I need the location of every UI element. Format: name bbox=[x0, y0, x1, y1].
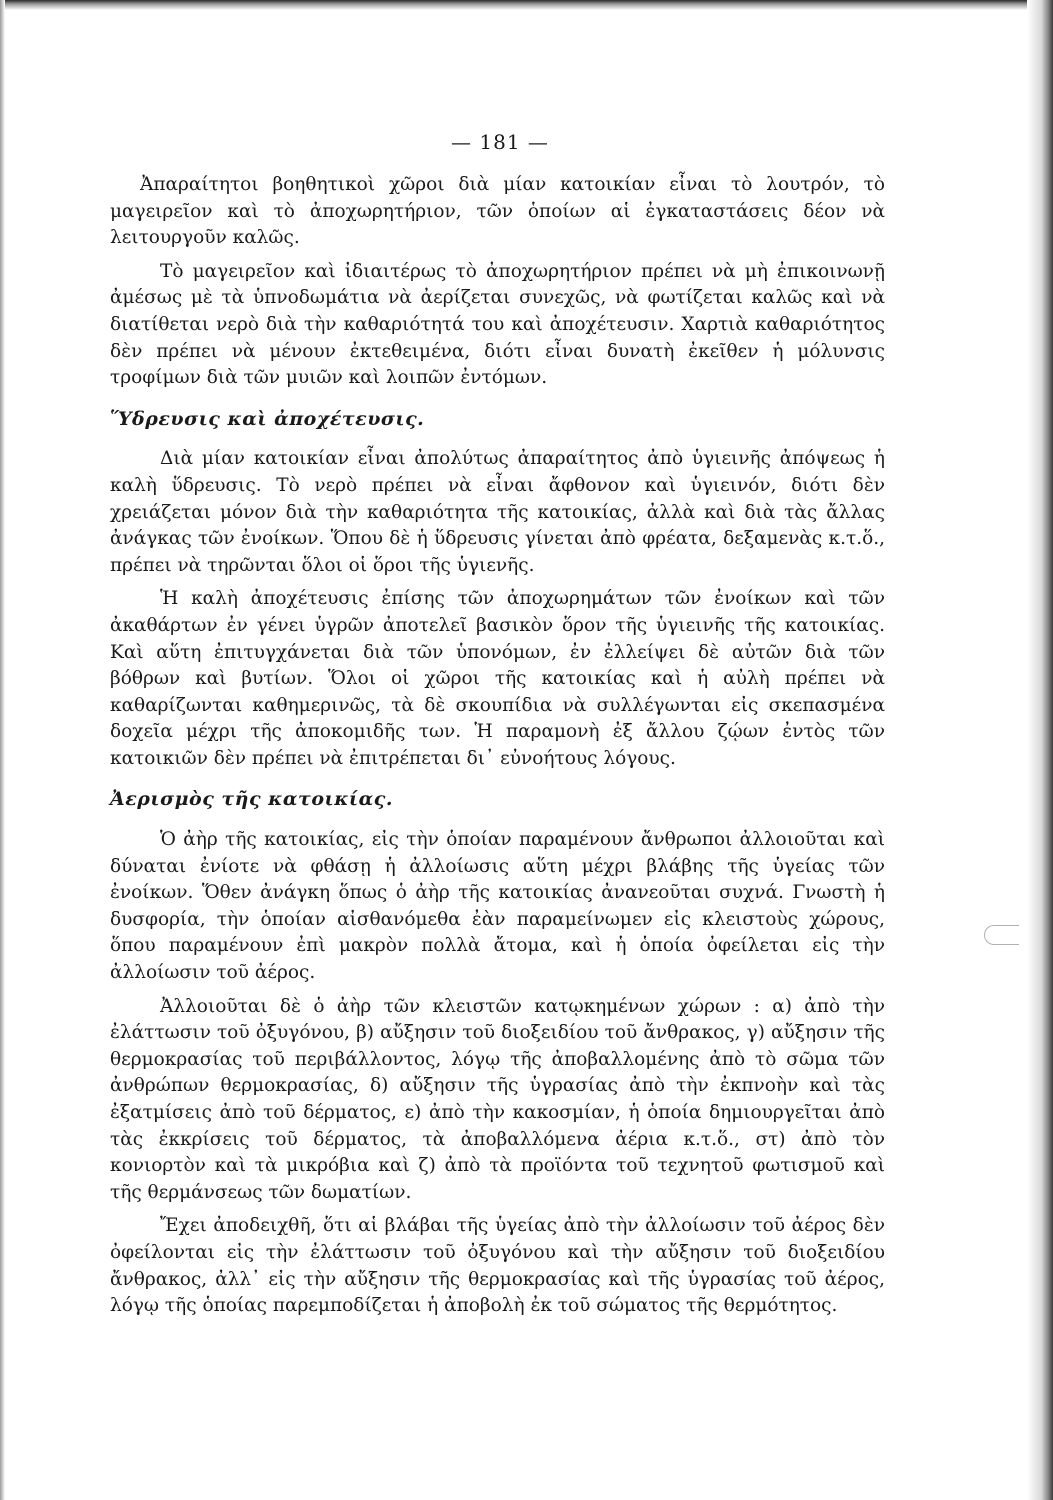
paragraph-ventilation-1: Ὁ ἀὴρ τῆς κατοικίας, εἰς τὴν ὁποίαν παραμένουν ἄνθρωποι ἀλλοιοῦται καὶ δύναται ἐνίοτε νὰ φθάσῃ ἡ ἀλλοίωσις αὕτη μέχρι βλάβης τῆς ὑγείας τῶν ἐνοίκων. Ὅθεν ἀνάγκη ὅπως ὁ ἀὴρ τῆς κατοικίας ἀνανεοῦται συχνά. Γνωστὴ ἡ δυσφορία, τὴν ὁποίαν αἰσθανόμεθα ἐὰν παραμείνωμεν εἰς κλειστοὺς χώρους, ὅπου παραμένουν ἐπὶ μακρὸν πολλὰ ἄτομα, καὶ ἡ ὁποία ὀφείλεται εἰς τὴν ἀλλοίωσιν τοῦ ἀέρος. bbox=[110, 829, 885, 984]
paragraph-ventilation-2: Ἀλλοιοῦται δὲ ὁ ἀὴρ τῶν κλειστῶν κατῳκημένων χώρων : α) ἀπὸ τὴν ἐλάττωσιν τοῦ ὀξυγόνου, β) αὔξησιν τοῦ διοξειδίου τοῦ ἄνθρακος, γ) αὔξησιν τῆς θερμοκρασίας τοῦ περιβάλλοντος, λόγῳ τῆς ἀποβαλλομένης ἀπὸ τὸ σῶμα τῶν ἀνθρώπων θερμοκρασίας, δ) αὔξησιν τῆς ὑγρασίας ἀπὸ τὴν ἐκπνοὴν καὶ τὰς ἐξατμίσεις ἀπὸ τοῦ δέρματος, ε) ἀπὸ τὴν κακοσμίαν, ἡ ὁποία δημιουργεῖται ἀπὸ τὰς ἐκκρίσεις τοῦ δέρματος, τὰ ἀποβαλλόμενα ἀέρια κ.τ.ὅ., στ) ἀπὸ τὸν κονιορτὸν καὶ τὰ μικρόβια καὶ ζ) ἀπὸ τὰ προϊόντα τοῦ τεχνητοῦ φωτισμοῦ καὶ τῆς θερμάνσεως τῶν δωματίων. bbox=[110, 995, 885, 1203]
paragraph-intro-1: Ἀπαραίτητοι βοηθητικοὶ χῶροι διὰ μίαν κατοικίαν εἶναι τὸ λουτρόν, τὸ μαγειρεῖον καὶ τὸ ἀποχωρητήριον, τῶν ὁποίων αἱ ἐγκαταστάσεις δέον νὰ λειτουργοῦν καλῶς. bbox=[110, 174, 885, 249]
section-heading-ventilation: Ἀερισμὸς τῆς κατοικίας. bbox=[110, 788, 393, 811]
paragraph-ventilation-3: Ἔχει ἀποδειχθῆ, ὅτι αἱ βλάβαι τῆς ὑγείας ἀπὸ τὴν ἀλλοίωσιν τοῦ ἀέρος δὲν ὀφείλονται εἰς τὴν ἐλάττωσιν τοῦ ὀξυγόνου καὶ τὴν αὔξησιν τοῦ διοξειδίου ἄνθρακος, ἀλλ᾿ εἰς τὴν αὔξησιν τῆς θερμοκρασίας καὶ τῆς ὑγρασίας τοῦ ἀέρος, λόγῳ τῆς ὁποίας παρεμποδίζεται ἡ ἀποβολὴ ἐκ τοῦ σώματος τῆς θερμότητος. bbox=[110, 1215, 885, 1317]
paragraph-water-2: Ἡ καλὴ ἀποχέτευσις ἐπίσης τῶν ἀποχωρημάτων τῶν ἐνοίκων καὶ τῶν ἀκαθάρτων ἐν γένει ὑγρῶν ἀποτελεῖ βασικὸν ὅρον τῆς ὑγιεινῆς τῆς κατοικίας. Καὶ αὕτη ἐπιτυγχάνεται διὰ τῶν ὑπονόμων, ἐν ἐλλείψει δὲ αὐτῶν διὰ τῶν βόθρων καὶ βυτίων. Ὅλοι οἱ χῶροι τῆς κατοικίας καὶ ἡ αὐλὴ πρέπει νὰ καθαρίζωνται καθημερινῶς, τὰ δὲ σκουπίδια νὰ συλλέγωνται εἰς σκεπασμένα δοχεῖα μέχρι τῆς ἀποκομιδῆς των. Ἡ παραμονὴ ἐξ ἄλλου ζῴων ἐντὸς τῶν κατοικιῶν δὲν πρέπει νὰ ἐπιτρέπεται δι᾿ εὐνοήτους λόγους. bbox=[110, 588, 885, 769]
page-body bbox=[110, 172, 885, 1327]
scan-edge-left bbox=[0, 0, 5, 1500]
section-heading-water: Ὕδρευσις καὶ ἀποχέτευσις. bbox=[110, 407, 425, 430]
paragraph-water-1: Διὰ μίαν κατοικίαν εἶναι ἀπολύτως ἀπαραίτητος ἀπὸ ὑγιεινῆς ἀπόψεως ἡ καλὴ ὕδρευσις. Τὸ νερὸ πρέπει νὰ εἶναι ἄφθονον καὶ ὑγιεινόν, διότι δὲν χρειάζεται μόνον διὰ τὴν καθαριότητα τῆς κατοικίας, ἀλλὰ καὶ διὰ τὰς ἄλλας ἀνάγκας τῶν ἐνοίκων. Ὅπου δὲ ἡ ὕδρευσις γίνεται ἀπὸ φρέατα, δεξαμενὰς κ.τ.ὅ., πρέπει νὰ τηρῶνται ὅλοι οἱ ὅροι τῆς ὑγιενῆς. bbox=[110, 448, 885, 576]
scan-edge-right bbox=[1027, 0, 1053, 1500]
margin-mark bbox=[984, 925, 1019, 945]
paragraph-intro-2: Τὸ μαγειρεῖον καὶ ἰδιαιτέρως τὸ ἀποχωρητήριον πρέπει νὰ μὴ ἐπικοινωνῇ ἀμέσως μὲ τὰ ὑπνοδωμάτια νὰ ἀερίζεται συνεχῶς, νὰ φωτίζεται καλῶς καὶ νὰ διατίθεται νερὸ διὰ τὴν καθαριότητά του καὶ ἀποχέτευσιν. Χαρτιὰ καθαριότητος δὲν πρέπει νὰ μένουν ἐκτεθειμένα, διότι εἶναι δυνατὴ ἐκεῖθεν ἡ μόλυνσις τροφίμων διὰ τῶν μυιῶν καὶ λοιπῶν ἐντόμων. bbox=[110, 260, 885, 389]
scan-edge-top bbox=[0, 0, 1053, 10]
page-number: — 181 — bbox=[451, 130, 549, 154]
